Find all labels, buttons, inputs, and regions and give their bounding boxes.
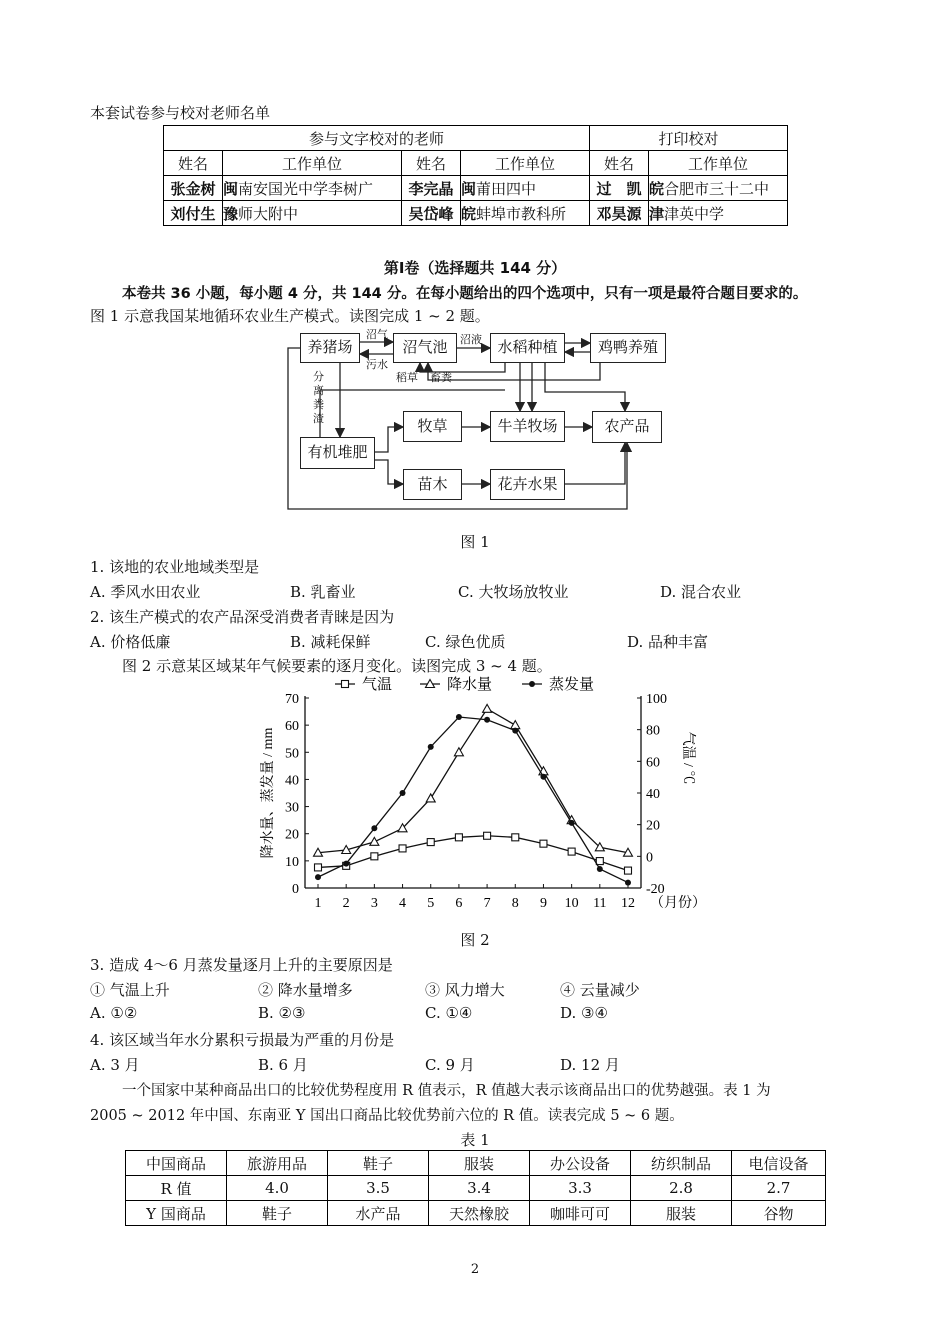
x-tick-label: 7	[483, 896, 491, 911]
table-cell: 3.4	[429, 1176, 530, 1201]
section-title: 第Ⅰ卷（选择题共 144 分）	[383, 259, 567, 277]
point-evaporation	[456, 714, 462, 720]
label-separation: 分 离 粪 渣	[313, 370, 324, 425]
box-compost: 有机堆肥	[300, 437, 375, 469]
q3-item-2: ② 降水量增多	[258, 981, 353, 999]
teacher-unit: 津津英中学	[649, 201, 788, 226]
q3-item-3: ③ 风力增大	[425, 981, 505, 999]
point-evaporation	[529, 681, 535, 687]
table-cell: 服装	[429, 1151, 530, 1176]
label-slurry: 沼液	[460, 333, 482, 346]
box-cattle: 牛羊牧场	[490, 411, 565, 442]
fig2-caption: 图 2	[460, 931, 490, 949]
q3-option-b[interactable]: B. ②③	[258, 1004, 306, 1022]
x-tick-label: 1	[314, 896, 322, 911]
group-header-print: 打印校对	[590, 126, 788, 151]
table-cell: 3.5	[328, 1176, 429, 1201]
q1-stem: 1. 该地的农业地域类型是	[90, 558, 260, 576]
table-cell: 天然橡胶	[429, 1201, 530, 1226]
point-evaporation	[315, 874, 321, 880]
teacher-unit: 皖合肥市三十二中	[649, 176, 788, 201]
q2-option-c[interactable]: C. 绿色优质	[425, 633, 506, 651]
table-cell: Y 国商品	[126, 1201, 227, 1226]
point-temperature	[427, 839, 434, 846]
point-evaporation	[371, 825, 377, 831]
point-temperature	[625, 867, 632, 874]
box-seedling: 苗木	[403, 469, 462, 500]
col-unit: 工作单位	[223, 151, 402, 176]
q4-option-d[interactable]: D. 12 月	[560, 1056, 620, 1074]
box-pig-farm: 养猪场	[300, 333, 360, 363]
y-tick-label-left: 30	[285, 800, 299, 816]
y-tick-label-right: 0	[646, 850, 653, 866]
y-tick-label-left: 20	[285, 827, 299, 843]
y-tick-label-right: 100	[646, 692, 667, 707]
teacher-name: 邓昊源	[590, 201, 649, 226]
q2-option-b[interactable]: B. 减耗保鲜	[290, 633, 371, 651]
table-cell: 电信设备	[732, 1151, 826, 1176]
point-evaporation	[569, 820, 575, 826]
point-temperature	[512, 834, 519, 841]
y-tick-label-left: 60	[285, 719, 299, 735]
point-evaporation	[343, 861, 349, 867]
legend-label: 降水量	[447, 677, 493, 693]
box-rice: 水稻种植	[490, 333, 565, 363]
teacher-unit: 闽莆田四中	[461, 176, 590, 201]
box-product: 农产品	[592, 411, 662, 443]
teacher-unit: 豫师大附中	[223, 201, 402, 226]
col-unit: 工作单位	[649, 151, 788, 176]
point-temperature	[596, 858, 603, 865]
point-evaporation	[484, 717, 490, 723]
q3-option-d[interactable]: D. ③④	[560, 1004, 608, 1022]
q1-option-a[interactable]: A. 季风水田农业	[90, 583, 201, 601]
table-cell: 办公设备	[530, 1151, 631, 1176]
point-precipitation	[511, 721, 520, 729]
q4-option-a[interactable]: A. 3 月	[90, 1056, 140, 1074]
y-tick-label-right: -20	[646, 882, 665, 897]
y-tick-label-right: 60	[646, 755, 660, 771]
fig1-intro: 图 1 示意我国某地循环农业生产模式。读图完成 1 ~ 2 题。	[90, 307, 490, 325]
point-temperature	[315, 864, 322, 871]
x-tick-label: 6	[455, 896, 463, 911]
point-evaporation	[625, 880, 631, 886]
table-cell: 水产品	[328, 1201, 429, 1226]
y-axis-label-left: 降水量、蒸发量 / mm	[261, 727, 276, 859]
proofreader-caption: 本套试卷参与校对老师名单	[90, 104, 271, 122]
x-tick-label: 8	[511, 896, 519, 911]
section-instruction: 本卷共 36 小题，每小题 4 分，共 144 分。在每小题给出的四个选项中，只有一项是最符合题目要求的。	[122, 286, 808, 302]
y-tick-label-left: 40	[285, 773, 299, 789]
table-cell: 咖啡可可	[530, 1201, 631, 1226]
point-precipitation	[454, 748, 463, 756]
passage-line1: 一个国家中某种商品出口的比较优势程度用 R 值表示，R 值越大表示该商品出口的优势越强。表 1 为	[122, 1083, 771, 1099]
table-cell: 中国商品	[126, 1151, 227, 1176]
box-grass: 牧草	[403, 411, 462, 442]
y-tick-label-right: 40	[646, 787, 660, 802]
point-temperature	[399, 845, 406, 852]
table-cell: 2.7	[732, 1176, 826, 1201]
q3-item-4: ④ 云量减少	[560, 981, 640, 999]
legend-label: 蒸发量	[549, 677, 595, 693]
q1-option-b[interactable]: B. 乳畜业	[290, 583, 356, 601]
table-cell: 纺织制品	[631, 1151, 732, 1176]
teacher-unit: 闽南安国光中学李树广	[223, 176, 402, 201]
q3-option-a[interactable]: A. ①②	[90, 1004, 138, 1022]
table-cell: 谷物	[732, 1201, 826, 1226]
table-cell: R 值	[126, 1176, 227, 1201]
fig2-intro: 图 2 示意某区域某年气候要素的逐月变化。读图完成 3 ~ 4 题。	[122, 657, 552, 675]
point-temperature	[540, 840, 547, 847]
y-tick-label-left: 0	[292, 882, 299, 897]
point-temperature	[371, 853, 378, 860]
y-axis-label-right: 气温 / ℃	[680, 731, 695, 785]
y-tick-label-left: 10	[285, 854, 299, 870]
q3-stem: 3. 造成 4～6 月蒸发量逐月上升的主要原因是	[90, 956, 393, 974]
table-cell: 旅游用品	[227, 1151, 328, 1176]
table-cell: 3.3	[530, 1176, 631, 1201]
table-cell: 服装	[631, 1201, 732, 1226]
point-temperature	[484, 832, 491, 839]
box-biogas: 沼气池	[393, 333, 457, 363]
passage-line2: 2005 ~ 2012 年中国、东南亚 Y 国出口商品比较优势前六位的 R 值。读表完成 5 ~ 6 题。	[90, 1108, 684, 1124]
q3-option-c[interactable]: C. ①④	[425, 1004, 473, 1022]
label-manure: 畜粪	[430, 371, 452, 384]
x-tick-label: 5	[427, 896, 435, 911]
q4-option-c[interactable]: C. 9 月	[425, 1056, 475, 1074]
col-unit: 工作单位	[461, 151, 590, 176]
teacher-name: 吴岱峰	[402, 201, 461, 226]
point-precipitation	[370, 837, 379, 845]
table-cell: 2.8	[631, 1176, 732, 1201]
label-straw: 稻草	[396, 371, 418, 384]
table-row	[126, 1151, 826, 1176]
teacher-name: 刘付生	[164, 201, 223, 226]
point-precipitation	[483, 704, 492, 712]
x-tick-label: 9	[539, 896, 547, 911]
q1-option-c[interactable]: C. 大牧场放牧业	[458, 583, 569, 601]
y-tick-label-right: 80	[646, 723, 660, 739]
y-tick-label-left: 50	[285, 746, 299, 762]
point-precipitation	[426, 794, 435, 802]
q2-stem: 2. 该生产模式的农产品深受消费者青睐是因为	[90, 608, 395, 626]
group-header-text: 参与文字校对的老师	[164, 126, 590, 151]
table-row	[126, 1201, 826, 1226]
table-cell: 鞋子	[227, 1201, 328, 1226]
x-tick-label: 2	[342, 896, 350, 911]
q3-item-1: ① 气温上升	[90, 981, 170, 999]
x-tick-label: 11	[593, 896, 607, 911]
table1-caption: 表 1	[460, 1131, 490, 1149]
label-sewage: 污水	[366, 358, 388, 371]
fig1-caption: 图 1	[460, 533, 490, 551]
point-evaporation	[597, 866, 603, 872]
table-cell: 4.0	[227, 1176, 328, 1201]
col-name: 姓名	[164, 151, 223, 176]
legend-label: 气温	[362, 677, 393, 693]
teacher-name: 李完晶	[402, 176, 461, 201]
box-flower: 花卉水果	[490, 469, 565, 500]
x-tick-label: 12	[621, 896, 635, 911]
point-evaporation	[400, 790, 406, 796]
x-axis-label: （月份）	[650, 896, 706, 911]
box-duck: 鸡鸭养殖	[590, 333, 666, 363]
point-evaporation	[512, 728, 518, 734]
q2-option-d[interactable]: D. 品种丰富	[627, 633, 709, 651]
teacher-name: 张金树	[164, 176, 223, 201]
teacher-name: 过 凯	[590, 176, 649, 201]
label-gas: 沼气	[366, 328, 388, 341]
col-name: 姓名	[402, 151, 461, 176]
q2-option-a[interactable]: A. 价格低廉	[90, 633, 171, 651]
table1	[125, 1150, 826, 1226]
point-temperature	[568, 848, 575, 855]
table-row	[126, 1176, 826, 1201]
x-tick-label: 10	[564, 896, 579, 911]
point-temperature	[455, 834, 462, 841]
q4-option-b[interactable]: B. 6 月	[258, 1056, 308, 1074]
point-evaporation	[540, 774, 546, 780]
q1-option-d[interactable]: D. 混合农业	[660, 583, 742, 601]
series-line-evaporation	[318, 717, 628, 883]
page-number: 2	[470, 1262, 480, 1277]
x-tick-label: 3	[370, 896, 378, 911]
y-tick-label-right: 20	[646, 818, 660, 834]
series-line-precipitation	[318, 709, 628, 853]
col-name: 姓名	[590, 151, 649, 176]
teacher-unit: 皖蚌埠市教科所	[461, 201, 590, 226]
y-tick-label-left: 70	[285, 692, 299, 707]
x-tick-label: 4	[399, 896, 407, 911]
table-cell: 鞋子	[328, 1151, 429, 1176]
q4-stem: 4. 该区域当年水分累积亏损最为严重的月份是	[90, 1031, 395, 1049]
point-evaporation	[428, 744, 434, 750]
point-temperature	[342, 681, 349, 688]
